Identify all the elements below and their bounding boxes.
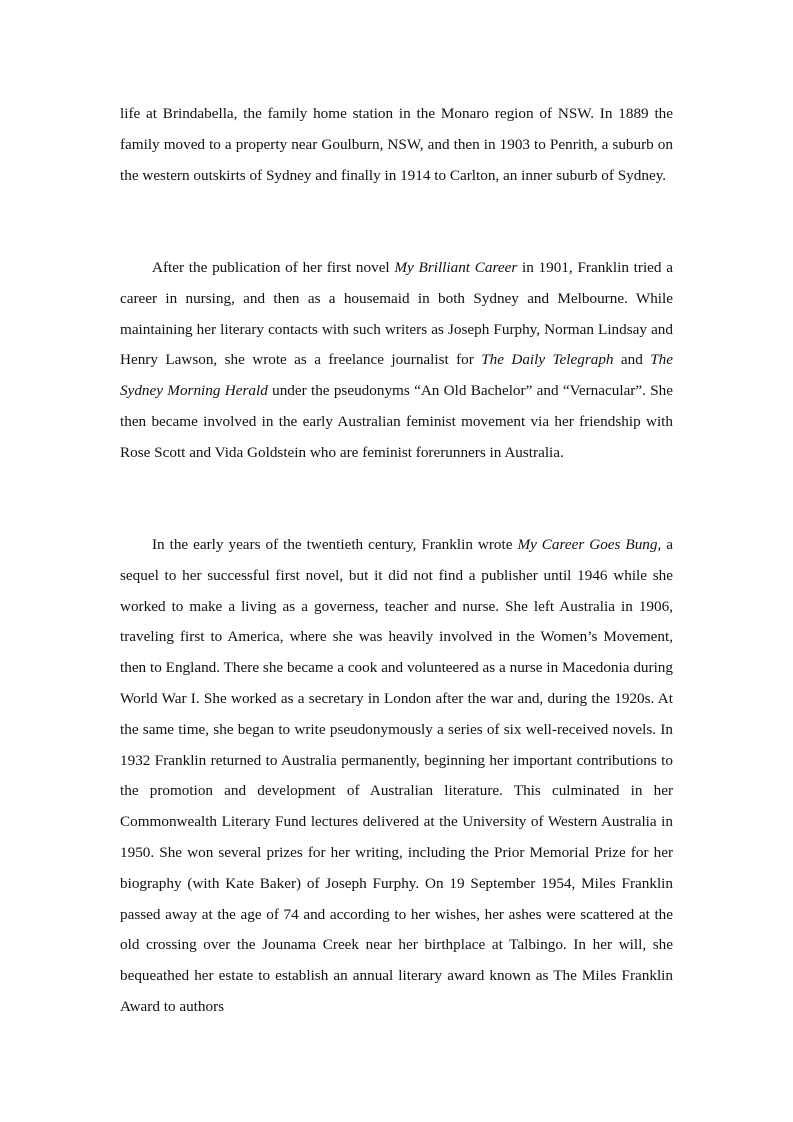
book-title: My Brilliant Career: [394, 259, 518, 276]
text-run: under the pseudonyms “An Old Bachelor” and “Vernacular”. She then became involved in the early Australian feminist movement via her friendship with Rose Scott and Vida Goldstein who are feminist forerunners in Australia.: [120, 382, 673, 461]
text-run: and: [613, 351, 651, 369]
paragraph-early-years: [120, 530, 673, 1023]
newspaper-title: The Sydney Morning Herald: [120, 351, 674, 400]
text-run: in 1901, Franklin tried a career in nursing, and then as a housemaid in both Sydney and Melbourne. While maintaining her literary contacts with such writers as Joseph Furphy, Norman Lindsay and Henry Lawson, she wrote as a freelance journalist for: [120, 259, 673, 369]
text-run: In the early years of the twentieth century, Franklin wrote: [152, 536, 518, 553]
newspaper-title: The Daily Telegraph: [481, 351, 614, 369]
paragraph-continued: [120, 99, 673, 191]
text-run: After the publication of her first novel: [152, 259, 395, 276]
paragraph-text: life at Brindabella, the family home station in the Monaro region of NSW. In 1889 the family moved to a property near Goulburn, NSW, and then in 1903 to Penrith, a suburb on the western outskirts of Sydney and finally in 1914 to Carlton, an inner suburb of Sydney.: [120, 105, 673, 184]
paragraph-publication: [120, 253, 673, 469]
paragraph-text: [120, 530, 673, 1023]
paragraph-text: [120, 253, 673, 469]
text-run: , a sequel to her successful first novel, but it did not find a publisher until 1946 while she worked to make a living as a governess, teacher and nurse. She left Australia in 1906, traveling first to America, where she was heavily involved in the Women’s Movement, then to England. There she became a cook and volunteered as a nurse in Macedonia during World War I. She worked as a secretary in London after the war and, during the 1920s. At the same time, she began to write pseudonymously a series of six well-received novels. In 1932 Franklin returned to Australia permanently, beginning her important contributions to the promotion and development of Australian literature. This culminated in her Commonwealth Literary Fund lectures delivered at the University of Western Australia in 1950. She won several prizes for her writing, including the Prior Memorial Prize for her biography (with Kate Baker) of Joseph Furphy. On 19 September 1954, Miles Franklin passed away at the age of 74 and according to her wishes, her ashes were scattered at the old crossing over the Jounama Creek near her birthplace at Talbingo. In her will, she bequeathed her estate to establish an annual literary award known as The Miles Franklin Award to authors: [120, 536, 673, 1015]
book-title: My Career Goes Bung: [517, 536, 658, 553]
